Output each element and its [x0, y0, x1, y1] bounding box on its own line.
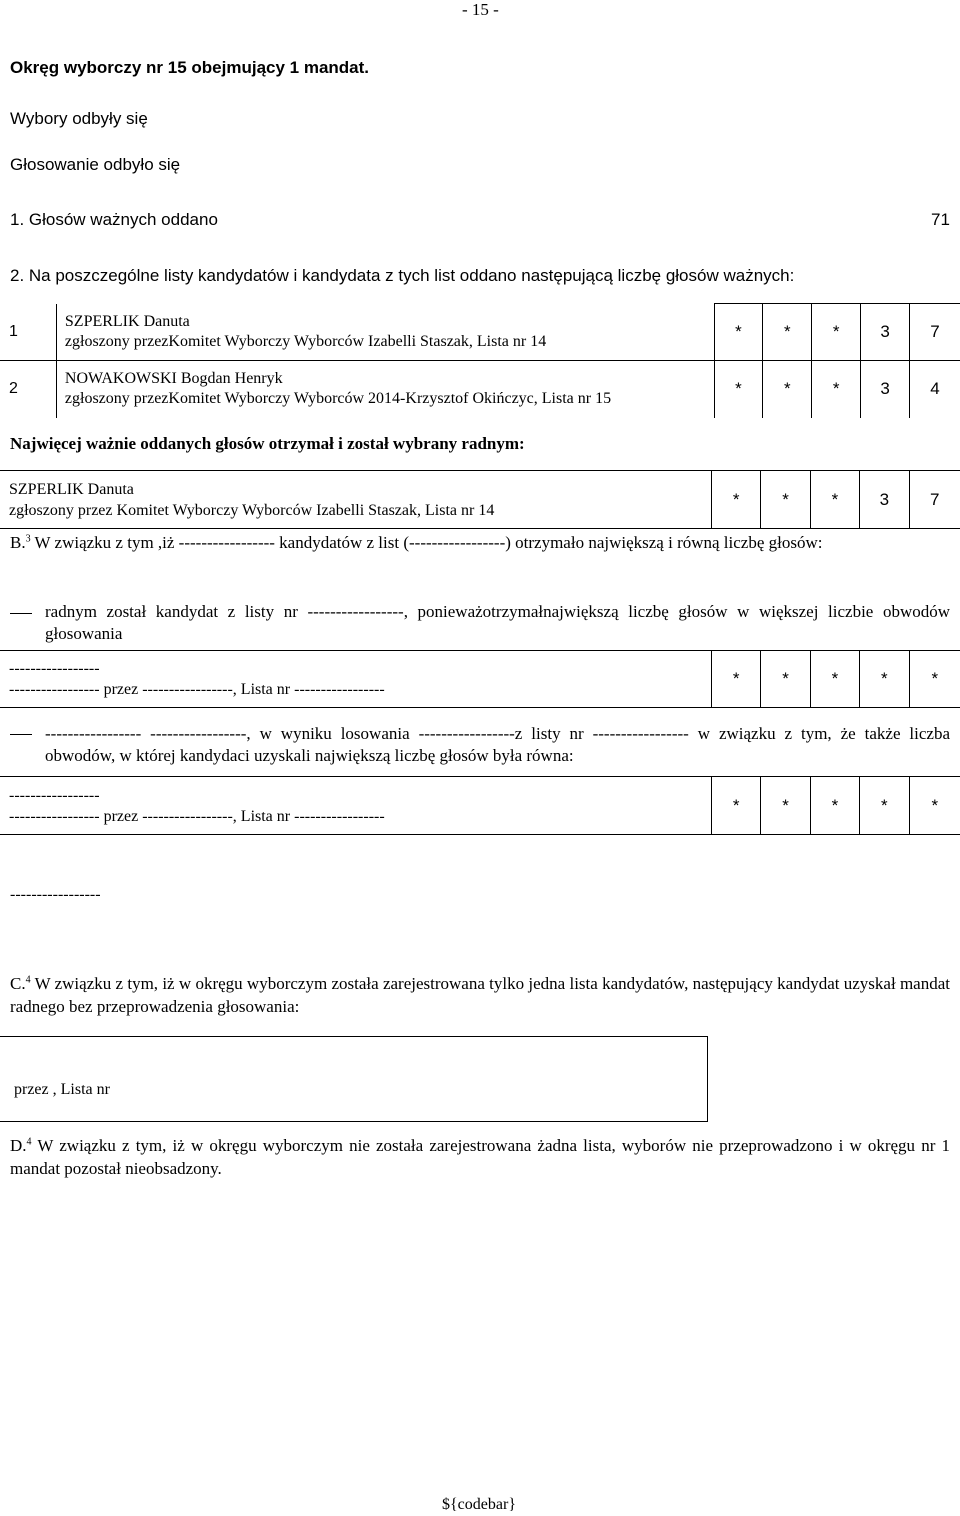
section-d-letter: D.: [10, 1136, 27, 1155]
section-b-bullet-1: radnym został kandydat z listy nr -----------------, ponieważotrzymałnajwiększą liczbę głosów w większej liczbie obwodów głosowania: [45, 602, 950, 643]
vote-digit: 7: [910, 304, 960, 361]
tie-box-2-info: [0, 777, 711, 835]
vote-digit: *: [860, 777, 909, 835]
candidate-info: [56, 361, 714, 418]
bullet-dash: [10, 613, 32, 614]
unopposed-candidate-box: [0, 1036, 708, 1122]
vote-digit: *: [810, 777, 859, 835]
candidate-detail: zgłoszony przezKomitet Wyborczy Wyborców Izabelli Staszak, Lista nr 14: [64, 332, 547, 350]
section-b-text: W związku z tym ,iż ----------------- kandydatów z list (-----------------) otrzymało największą i równą liczbę głosów:: [34, 533, 823, 552]
vote-digit: *: [860, 651, 909, 708]
candidate-name: NOWAKOWSKI Bogdan Henryk: [64, 370, 283, 388]
tie-box-1-info: [0, 651, 711, 708]
vote-digit: *: [761, 777, 810, 835]
vote-digit: 7: [909, 471, 960, 529]
section-b-paragraph: [10, 532, 950, 554]
candidate-row: [0, 361, 960, 418]
vote-digit: *: [909, 777, 960, 835]
trailing-dashes: -----------------: [10, 886, 101, 903]
footer-codebar: ${codebar}: [442, 1496, 516, 1513]
candidate-number: 1: [0, 304, 56, 361]
candidate-row: [0, 304, 960, 361]
candidate-number: 2: [0, 361, 56, 418]
tie-box-1-line2: ----------------- przez -----------------, Lista nr -----------------: [9, 681, 385, 698]
vote-digit: 4: [910, 361, 960, 418]
winner-heading: Najwięcej ważnie oddanych głosów otrzymał i został wybrany radnym:: [10, 434, 525, 453]
vote-digit: *: [763, 304, 812, 361]
section-b-letter: B.: [10, 533, 26, 552]
section-b-bullet-2: ----------------- -----------------, w wyniku losowania -----------------z listy nr ----------------- w związku z tym, że także liczba obwodów, w której kandydaci uzyskali największą liczbę głosów była równa:: [45, 724, 950, 765]
vote-digit: *: [711, 471, 760, 529]
page-number: - 15 -: [462, 0, 499, 19]
candidates-table: [0, 303, 960, 418]
section-d-text: W związku z tym, iż w okręgu wyborczym nie została zarejestrowana żadna lista, wyborów nie przeprowadzono i w okręgu nr 1 mandat pozostał nieobsadzony.: [10, 1136, 950, 1178]
lists-intro: 2. Na poszczególne listy kandydatów i kandydata z tych list oddano następującą liczbę głosów ważnych:: [10, 266, 795, 285]
vote-digit: 3: [860, 471, 909, 529]
elections-held: Wybory odbyły się: [10, 109, 148, 128]
vote-digit: 3: [861, 361, 910, 418]
vote-digit: *: [763, 361, 812, 418]
vote-digit: *: [810, 471, 859, 529]
vote-digit: *: [812, 304, 861, 361]
winner-table: [0, 470, 960, 529]
winner-name: SZPERLIK Danuta: [9, 480, 134, 498]
winner-detail: zgłoszony przez Komitet Wyborczy Wyborców Izabelli Staszak, Lista nr 14: [9, 501, 495, 519]
section-c-paragraph: [10, 972, 950, 1018]
candidate-detail: zgłoszony przezKomitet Wyborczy Wyborców 2014-Krzysztof Okińczyc, Lista nr 15: [64, 390, 612, 408]
vote-digit: *: [761, 471, 810, 529]
vote-digit: *: [812, 361, 861, 418]
valid-votes-value: 71: [931, 210, 950, 229]
winner-info: [0, 471, 711, 529]
vote-digit: *: [909, 651, 960, 708]
unopposed-candidate-text: przez , Lista nr: [14, 1081, 110, 1098]
valid-votes-label: 1. Głosów ważnych oddano: [10, 210, 218, 229]
vote-digit: 3: [861, 304, 910, 361]
vote-digit: *: [761, 651, 810, 708]
candidate-name: SZPERLIK Danuta: [64, 312, 190, 330]
tie-box-2-line1: -----------------: [9, 786, 100, 804]
candidate-info: [56, 304, 714, 361]
tie-box-2: [0, 776, 960, 835]
vote-digit: *: [711, 777, 760, 835]
tie-box-2-line2: ----------------- przez -----------------, Lista nr -----------------: [9, 807, 385, 825]
section-b-footnote: 3: [25, 533, 31, 545]
section-d-paragraph: [10, 1134, 950, 1180]
section-c-letter: C.: [10, 974, 26, 993]
section-c-text: W związku z tym, iż w okręgu wyborczym została zarejestrowana tylko jedna lista kandydatów, następujący kandydat uzyskał mandat radnego bez przeprowadzenia głosowania:: [10, 974, 950, 1016]
tie-box-1-line1: -----------------: [9, 660, 100, 677]
vote-digit: *: [714, 304, 763, 361]
section-d-footnote: 4: [26, 1136, 32, 1148]
district-heading: Okręg wyborczy nr 15 obejmujący 1 mandat.: [10, 58, 370, 77]
section-c-footnote: 4: [25, 974, 31, 986]
tie-box-1: [0, 650, 960, 708]
bullet-dash: [10, 734, 32, 735]
vote-digit: *: [810, 651, 859, 708]
vote-digit: *: [711, 651, 760, 708]
voting-held: Głosowanie odbyło się: [10, 155, 181, 174]
winner-row: [0, 471, 960, 529]
vote-digit: *: [714, 361, 763, 418]
